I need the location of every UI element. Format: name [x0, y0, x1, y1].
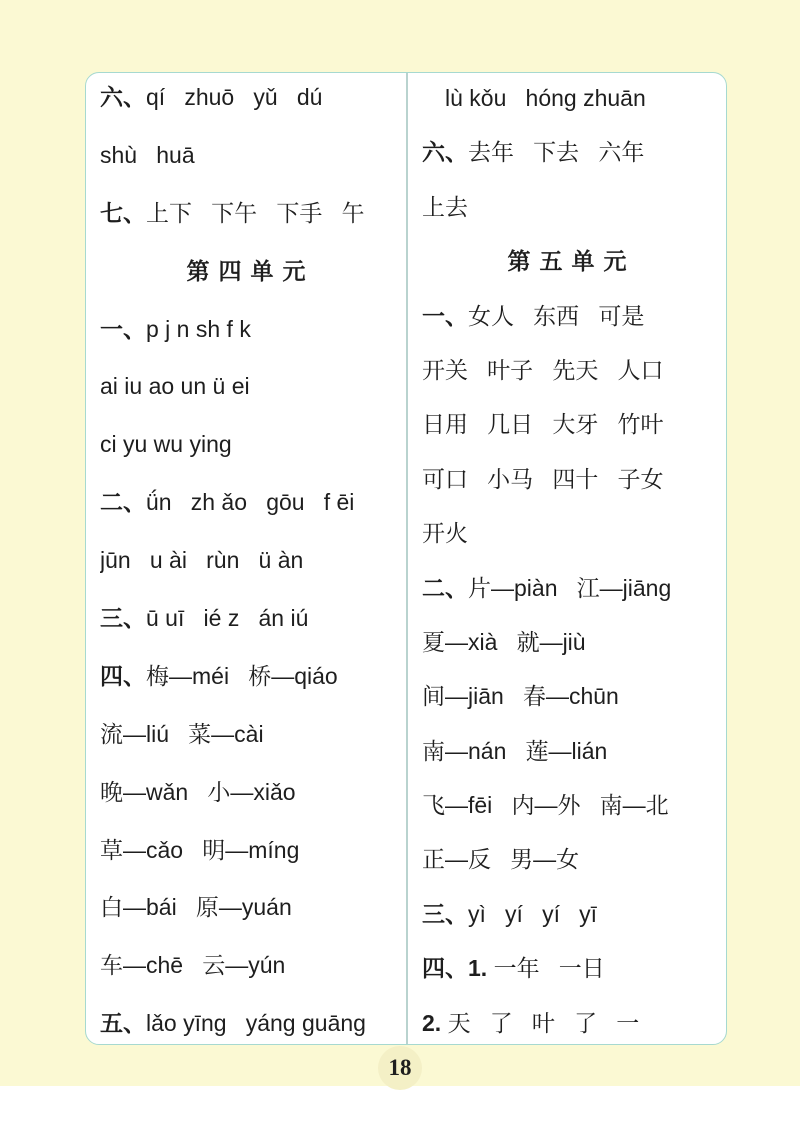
answer-text: 间—jiān 春—chūn	[422, 683, 619, 710]
answer-line	[422, 180, 726, 234]
item-number: 六、	[422, 139, 468, 166]
answer-text: 晚—wǎn 小—xiǎo	[100, 778, 296, 805]
answer-line	[100, 185, 406, 243]
answer-line	[100, 648, 406, 706]
answer-line	[422, 452, 726, 506]
item-number: 二、	[422, 574, 468, 601]
answer-text: ai iu ao un ü ei	[100, 373, 250, 400]
answer-line	[100, 879, 406, 937]
answer-line	[422, 778, 726, 832]
answer-text: 可口 小马 四十 子女	[422, 465, 664, 492]
answer-text: 白—bái 原—yuán	[100, 894, 292, 921]
right-column	[408, 71, 726, 1050]
page-number-badge	[378, 1046, 422, 1090]
answer-text: 梅—méi 桥—qiáo	[146, 662, 338, 689]
answer-text: 正—反 男—女	[422, 846, 580, 873]
answer-text: 车—chē 云—yún	[100, 952, 286, 979]
answer-text: 片—piàn 江—jiāng	[468, 574, 672, 601]
answer-text: 一年 一日	[487, 955, 605, 982]
answer-line	[100, 532, 406, 590]
answer-line	[100, 822, 406, 880]
answer-line	[422, 724, 726, 778]
answer-line	[100, 995, 406, 1053]
answer-line	[422, 506, 726, 560]
answer-text: p j n sh f k	[146, 315, 251, 342]
answer-line	[100, 127, 406, 185]
answer-line	[100, 474, 406, 532]
answer-line	[100, 301, 406, 359]
answer-text: qí zhuō yǔ dú	[146, 84, 323, 110]
item-number: 四、	[100, 662, 146, 689]
answer-text: ū uī ié z án iú	[146, 605, 309, 632]
answer-text: 上去	[422, 193, 468, 220]
answer-text: 夏—xià 就—jiù	[422, 628, 586, 655]
answer-text: 上下 下午 下手 午	[146, 199, 365, 226]
answer-text: yì yí yí yī	[468, 900, 598, 927]
answer-line	[422, 832, 726, 886]
answer-text: 飞—fēi 内—外 南—北	[422, 792, 669, 819]
page-number: 18	[388, 1055, 412, 1080]
answer-line	[422, 561, 726, 615]
answer-text: 开关 叶子 先天 人口	[422, 356, 664, 383]
answer-line	[422, 71, 726, 125]
item-number: 一、	[422, 302, 468, 329]
answer-text: 去年 下去 六年	[468, 139, 645, 166]
answer-line	[422, 615, 726, 669]
answer-text: jūn u ài rùn ü àn	[100, 547, 304, 574]
answer-text: 南—nán 莲—lián	[422, 737, 608, 764]
answer-line	[100, 69, 406, 127]
answer-line	[100, 358, 406, 416]
answer-text: shù huā	[100, 141, 195, 168]
left-column	[86, 69, 406, 1053]
answer-text: ci yu wu ying	[100, 431, 232, 458]
answer-line	[422, 289, 726, 343]
answer-line	[100, 706, 406, 764]
answer-line	[100, 416, 406, 474]
item-number: 三、	[422, 900, 468, 927]
answer-line	[100, 590, 406, 648]
bottom-margin-band	[0, 1086, 800, 1137]
item-number: 二、	[100, 489, 146, 516]
answer-line	[422, 397, 726, 451]
answer-line	[422, 887, 726, 941]
item-number: 一、	[100, 315, 146, 342]
answer-text: 天 了 叶 了 一	[441, 1009, 640, 1036]
answer-text: 流—liú 菜—cài	[100, 720, 264, 747]
answer-text: ǘn zh ǎo gōu f ēi	[146, 489, 355, 516]
answer-line	[422, 125, 726, 179]
answer-text: lǎo yīng yáng guāng	[146, 1010, 366, 1037]
item-number: 四、1.	[422, 955, 488, 982]
item-number: 三、	[100, 605, 146, 632]
answer-text: 草—cǎo 明—míng	[100, 836, 300, 863]
answer-line	[422, 343, 726, 397]
answer-line	[100, 764, 406, 822]
answer-text: lù kǒu hóng zhuān	[445, 85, 646, 111]
answer-text: 日用 几日 大牙 竹叶	[422, 411, 664, 438]
unit-heading: 第五单元	[507, 248, 636, 275]
answer-text: 开火	[422, 520, 468, 547]
item-number: 五、	[100, 1010, 146, 1037]
answer-line	[100, 937, 406, 995]
item-number: 2.	[422, 1009, 442, 1036]
item-number: 六、	[100, 84, 146, 110]
answer-line	[422, 941, 726, 995]
unit-heading: 第四单元	[186, 257, 315, 284]
answer-line	[422, 669, 726, 723]
answer-line	[422, 996, 726, 1050]
item-number: 七、	[100, 199, 146, 226]
answer-text: 女人 东西 可是	[468, 302, 645, 329]
